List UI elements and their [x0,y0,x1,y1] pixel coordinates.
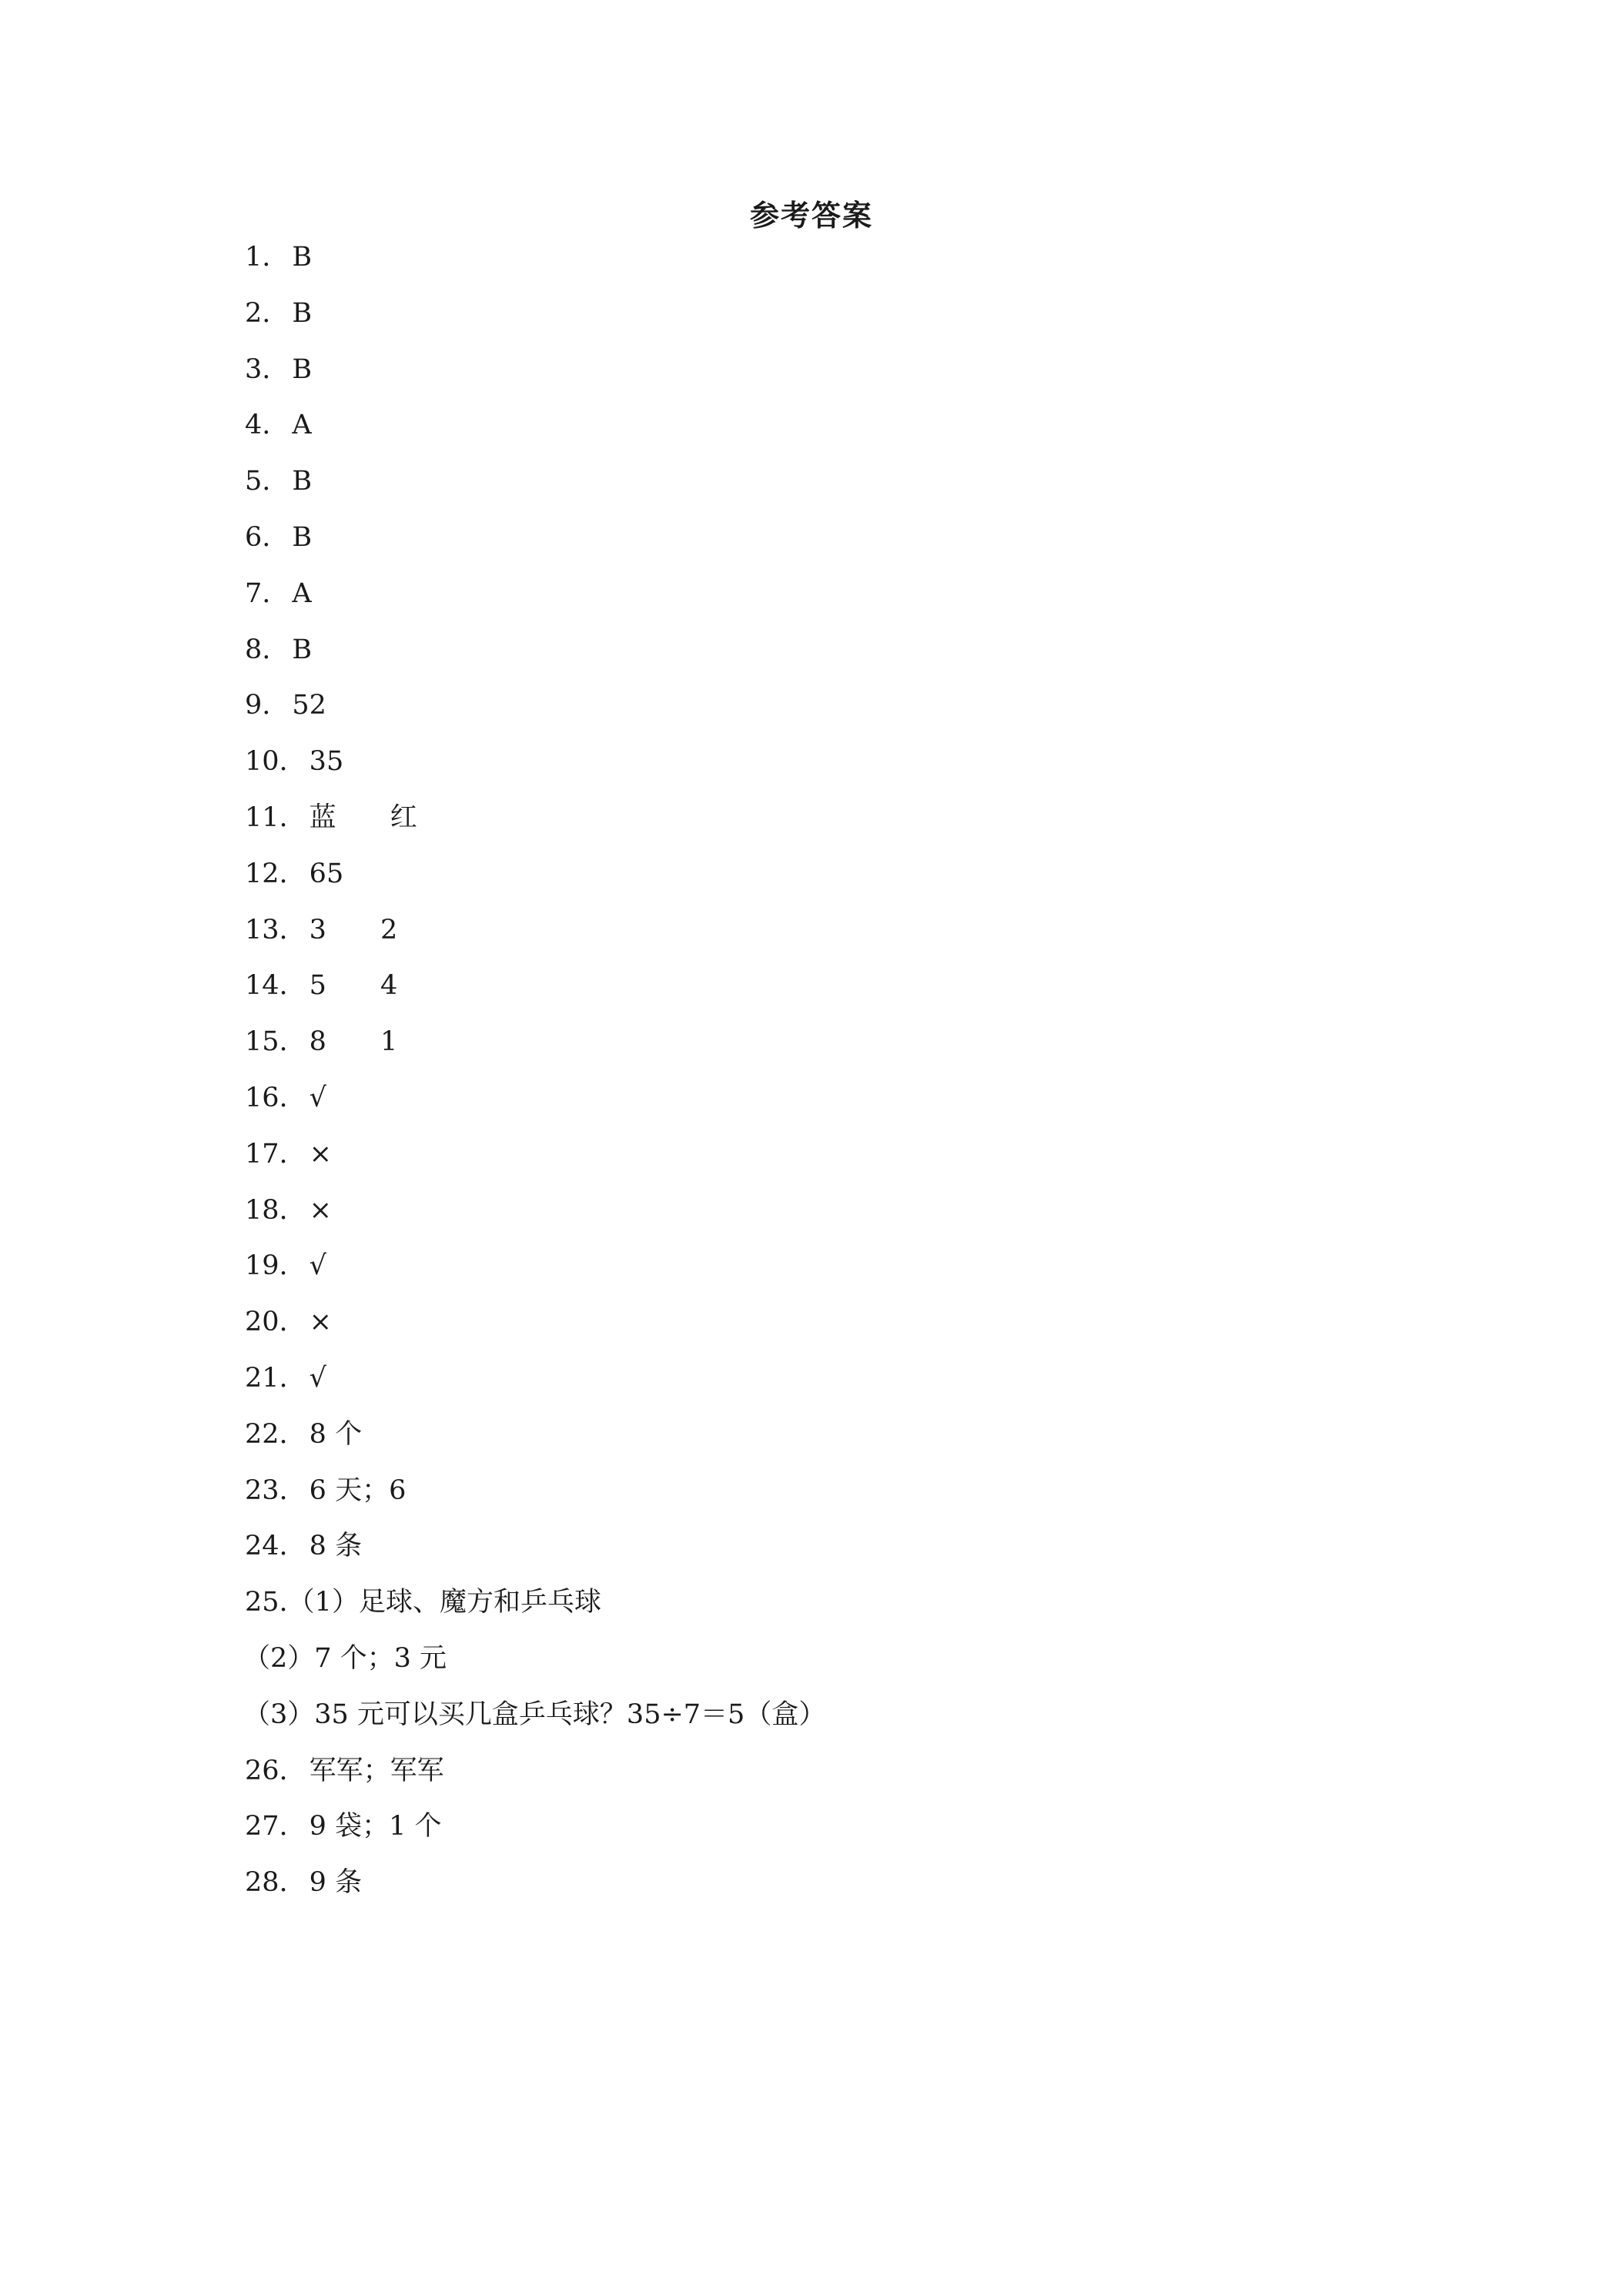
answer-item-17 [245,1126,1400,1183]
answer-item-10 [245,734,1400,790]
answer-value: B [292,297,313,329]
check-mark: √ [309,1082,326,1113]
item-number: 21. [245,1362,288,1394]
answer-value: A [292,410,312,441]
answer-value: 8 个 [309,1418,363,1450]
answer-item-26 [245,1743,1400,1799]
answer-item-22 [245,1407,1400,1463]
answer-subpart: （2）7 个；3 元 [243,1642,447,1674]
answer-item-11 [245,790,1400,846]
answer-item-25-part-3 [243,1687,1400,1743]
answer-item-25 [245,1575,1400,1631]
answer-item-15 [245,1014,1400,1070]
answer-value-2: 红 [390,802,417,833]
answer-item-4 [245,397,1400,454]
item-number: 15. [245,1026,288,1058]
item-number: 3. [245,353,271,385]
item-number: 13. [245,914,288,946]
page-title: 参考答案 [749,198,873,233]
answer-list [245,229,1400,1911]
answer-item-23 [245,1463,1400,1519]
answer-value: 35 [309,746,344,778]
item-number: 11. [245,802,288,833]
answer-value: B [292,466,313,497]
answer-item-18 [245,1183,1400,1239]
answer-item-24 [245,1518,1400,1575]
item-number: 24. [245,1531,288,1562]
answer-value: 65 [309,858,344,889]
check-mark: √ [309,1362,326,1394]
answer-value-2: 2 [380,914,398,946]
item-number: 6. [245,521,271,553]
answer-item-12 [245,846,1400,902]
item-number: 9. [245,690,271,721]
answer-value: 6 天；6 [309,1474,407,1506]
answer-value: B [292,242,313,273]
answer-item-20 [245,1294,1400,1350]
item-number: 4. [245,410,271,441]
item-number: 26. [245,1755,288,1786]
item-number: 18. [245,1194,288,1226]
answer-value-2: 1 [380,1026,398,1058]
answer-item-3 [245,342,1400,398]
answer-value: B [292,521,313,553]
answer-item-6 [245,510,1400,566]
item-number: 28. [245,1867,288,1899]
answer-item-1 [245,229,1400,286]
item-number: 27. [245,1811,288,1842]
item-number: 20. [245,1307,288,1338]
answer-value: B [292,353,313,385]
answer-item-2 [245,286,1400,342]
answer-value: 蓝 [309,802,336,833]
item-number: 10. [245,746,288,778]
answer-item-25-part-2 [243,1631,1400,1687]
item-number: 1. [245,242,271,273]
answer-value: 军军；军军 [309,1755,444,1786]
item-number: 2. [245,297,271,329]
answer-item-19 [245,1238,1400,1294]
answer-item-13 [245,902,1400,959]
item-number: 25. [245,1587,288,1618]
answer-value: 8 条 [309,1531,363,1562]
answer-subpart: （3）35 元可以买几盒乒乓球？35÷7＝5（盒） [243,1699,826,1730]
answer-value: 9 袋；1 个 [309,1811,442,1842]
cross-mark: × [309,1307,332,1338]
item-number: 19. [245,1250,288,1282]
answer-value: 9 条 [309,1867,363,1899]
item-number: 5. [245,466,271,497]
answer-value: 5 [309,970,326,1002]
answer-item-9 [245,678,1400,734]
answer-item-27 [245,1799,1400,1855]
check-mark: √ [309,1250,326,1282]
item-number: 8. [245,634,271,665]
answer-value: 3 [309,914,326,946]
answer-value: 8 [309,1026,326,1058]
item-number: 17. [245,1138,288,1170]
answer-item-16 [245,1070,1400,1126]
answer-value: A [292,577,312,609]
answer-value: B [292,634,313,665]
item-number: 7. [245,577,271,609]
answer-value: （1）足球、魔方和乒乓球 [287,1587,601,1618]
item-number: 23. [245,1474,288,1506]
item-number: 16. [245,1082,288,1113]
answer-item-8 [245,622,1400,678]
item-number: 22. [245,1418,288,1450]
answer-item-5 [245,454,1400,510]
answer-item-21 [245,1350,1400,1407]
answer-item-28 [245,1855,1400,1911]
item-number: 14. [245,970,288,1002]
cross-mark: × [309,1138,332,1170]
answer-value-2: 4 [380,970,398,1002]
cross-mark: × [309,1194,332,1226]
answer-item-14 [245,958,1400,1014]
answer-value: 52 [292,690,326,721]
answer-item-7 [245,566,1400,622]
item-number: 12. [245,858,288,889]
